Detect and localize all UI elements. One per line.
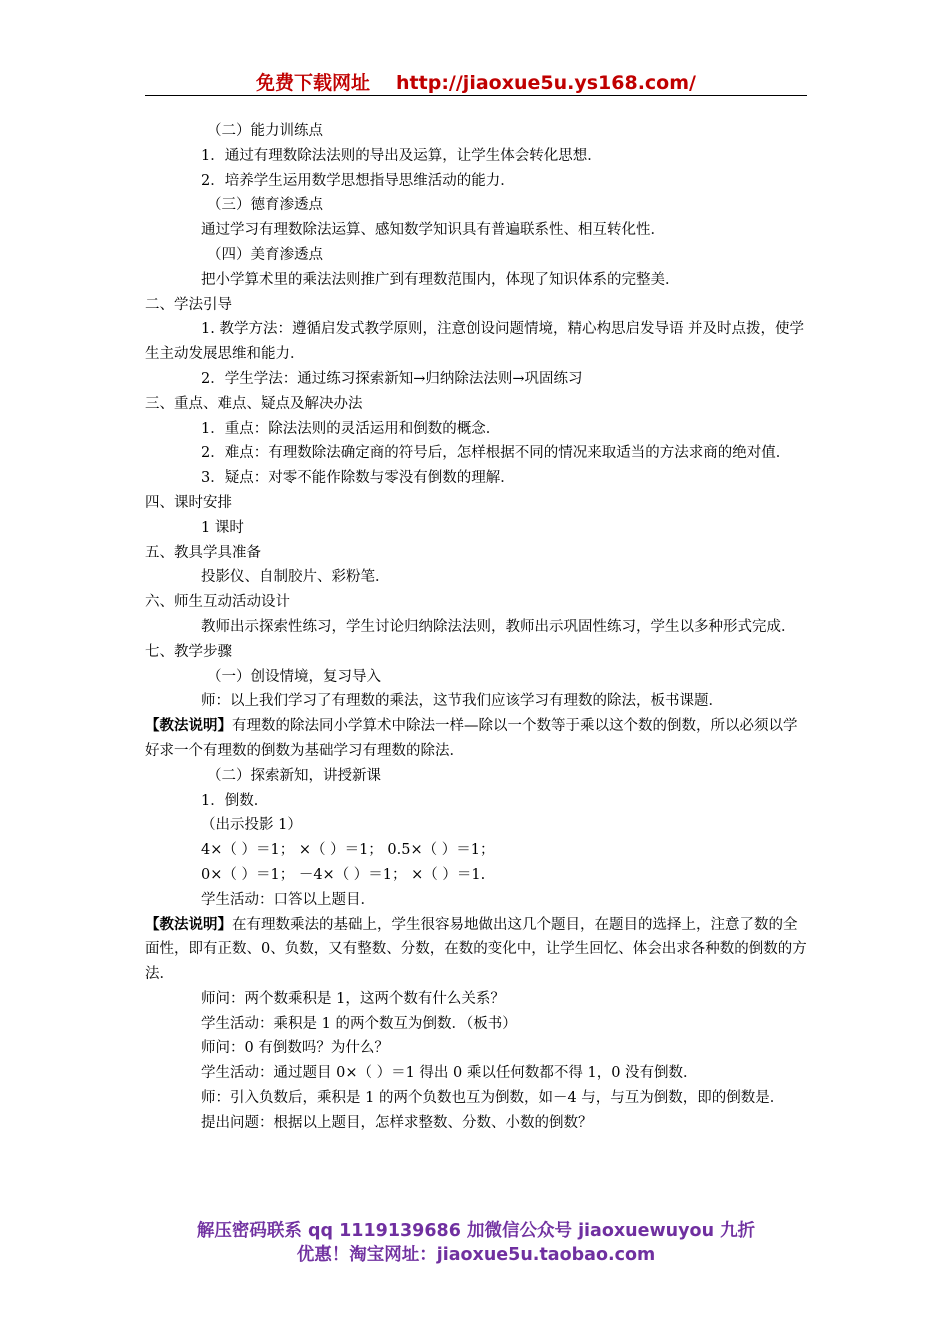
header-rule xyxy=(145,95,807,96)
exercise-line: 4×（ ）＝1； ×（ ）＝1； 0.5×（ ）＝1； xyxy=(201,842,495,859)
paragraph: 学生活动：通过题目 0×（ ）＝1 得出 0 乘以任何数都不得 1，0 没有倒数． xyxy=(201,1065,698,1082)
paragraph: 3．疑点：对零不能作除数与零没有倒数的理解． xyxy=(201,470,515,487)
paragraph: 投影仪、自制胶片、彩粉笔． xyxy=(201,569,390,586)
note-paragraph xyxy=(145,714,807,764)
section-heading: 七、教学步骤 xyxy=(145,643,232,660)
paragraph: 1 课时 xyxy=(201,519,244,536)
paragraph: 师：引入负数后，乘积是 1 的两个负数也互为倒数，如－4 与，与互为倒数，即的倒数是． xyxy=(201,1090,785,1107)
paragraph: 师：以上我们学习了有理数的乘法，这节我们应该学习有理数的除法，板书课题． xyxy=(201,693,723,710)
paragraph: 教师出示探索性练习，学生讨论归纳除法法则，教师出示巩固性练习，学生以多种形式完成． xyxy=(201,618,796,635)
header-label: 免费下载网址 xyxy=(256,72,371,94)
section-heading: 六、师生互动活动设计 xyxy=(145,594,290,611)
note-text: 有理数的除法同小学算术中除法一样—除以一个数等于乘以这个数的倒数，所以必须以学好求一个有理数的倒数为基础学习有理数的除法． xyxy=(145,718,798,759)
page-footer xyxy=(145,1219,807,1267)
subheading: （二）探索新知，讲授新课 xyxy=(207,767,381,784)
section-heading: 三、重点、难点、疑点及解决办法 xyxy=(145,395,363,412)
note-label: 【教法说明】 xyxy=(145,915,232,933)
exercise-line: 0×（ ）＝1； －4×（ ）＝1； ×（ ）＝1. xyxy=(201,866,486,883)
note-paragraph xyxy=(145,913,807,987)
paragraph: 把小学算术里的乘法法则推广到有理数范围内，体现了知识体系的完整美． xyxy=(201,271,680,288)
subheading: （三）德育渗透点 xyxy=(207,197,323,214)
page-header xyxy=(145,68,807,95)
paragraph: 提出问题：根据以上题目，怎样求整数、分数、小数的倒数？ xyxy=(201,1114,593,1131)
note-text: 在有理数乘法的基础上，学生很容易地做出这几个题目，在题目的选择上，注意了数的全面性，即有正数、0、负数，又有整数、分数，在数的变化中，让学生回忆、体会出求各种数的倒数的方法． xyxy=(145,916,807,983)
paragraph: 2．学生学法：通过练习探索新知→归纳除法法则→巩固练习 xyxy=(201,370,583,387)
subheading: （二）能力训练点 xyxy=(207,123,323,139)
paragraph: 学生活动：乘积是 1 的两个数互为倒数．（板书） xyxy=(201,1015,517,1032)
header-url-link[interactable]: http://jiaoxue5u.ys168.com/ xyxy=(396,72,696,94)
subheading: （四）美育渗透点 xyxy=(207,246,323,263)
paragraph: 2．培养学生运用数学思想指导思维活动的能力． xyxy=(201,172,515,189)
document-body xyxy=(145,119,807,1136)
paragraph: 1．倒数． xyxy=(201,792,269,809)
paragraph: 1．重点：除法法则的灵活运用和倒数的概念． xyxy=(201,420,501,437)
paragraph: 2．难点：有理数除法确定商的符号后，怎样根据不同的情况来取适当的方法求商的绝对值． xyxy=(201,445,791,462)
section-heading: 五、教具学具准备 xyxy=(145,544,261,561)
footer-line-2: 优惠！淘宝网址：jiaoxue5u.taobao.com xyxy=(296,1245,656,1265)
note-label: 【教法说明】 xyxy=(145,717,232,735)
paragraph: 1. 教学方法：遵循启发式教学原则，注意创设问题情境，精心构思启发导语 并及时点拨，使学生主动发展思维和能力． xyxy=(145,321,805,363)
paragraph: 师问：0 有倒数吗？为什么？ xyxy=(201,1040,389,1057)
footer-line-1: 解压密码联系 qq 1119139686 加微信公众号 jiaoxuewuyou 九折 xyxy=(196,1221,756,1241)
section-heading: 四、课时安排 xyxy=(145,494,232,511)
paragraph: 通过学习有理数除法运算、感知数学知识具有普遍联系性、相互转化性． xyxy=(201,222,665,239)
section-heading: 二、学法引导 xyxy=(145,296,232,313)
paragraph: 1．通过有理数除法法则的导出及运算，让学生体会转化思想． xyxy=(201,147,602,164)
paragraph: 师问：两个数乘积是 1，这两个数有什么关系？ xyxy=(201,990,505,1007)
paragraph: 学生活动：口答以上题目． xyxy=(201,891,375,908)
subheading: （一）创设情境，复习导入 xyxy=(207,668,381,685)
paragraph: （出示投影 1） xyxy=(201,817,302,834)
